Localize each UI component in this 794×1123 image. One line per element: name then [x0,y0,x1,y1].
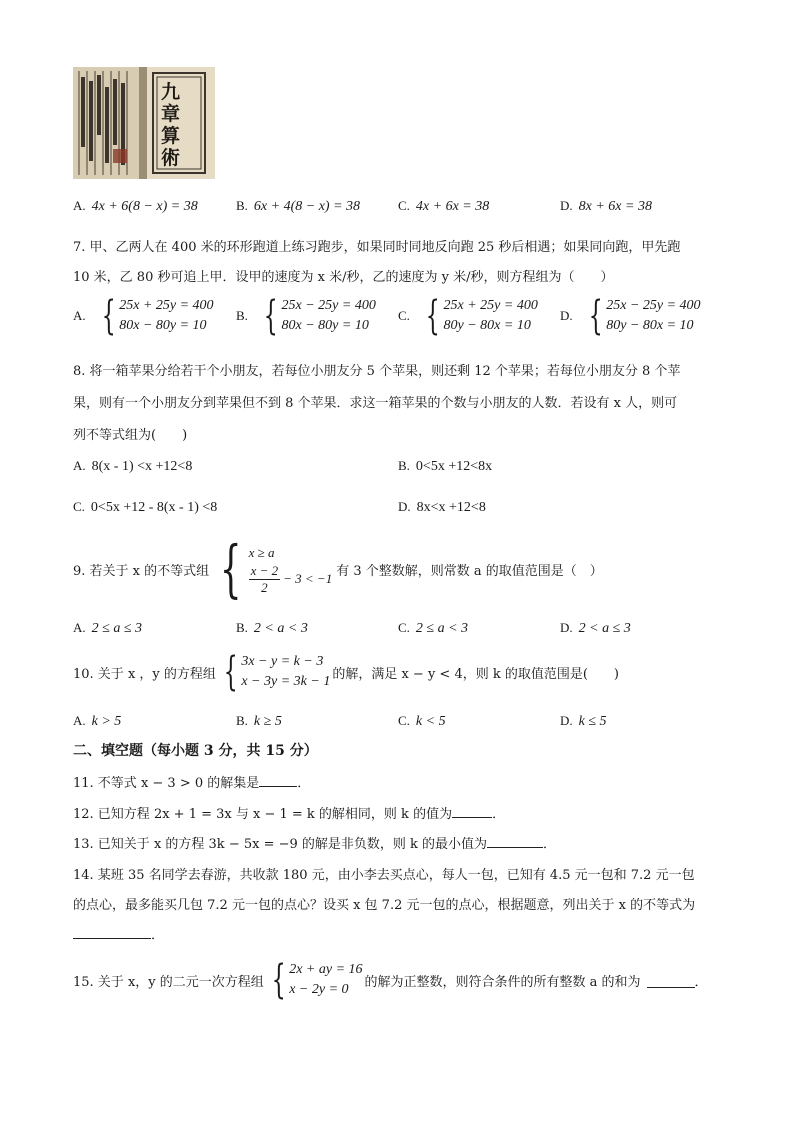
q11-stem: 11. 不等式 x − 3 > 0 的解集是 ． [73,772,310,791]
q15-stem: 15. 关于 x，y 的二元一次方程组 { 2x + ay = 16 x − 2y = 0 的解为正整数，则符合条件的所有整数 a 的和为 ． [73,957,708,1003]
q12-answer-blank[interactable] [452,803,492,818]
q7-b-eq2: 80x − 80y = 10 [281,318,369,333]
q8-option-c[interactable]: C. 0<5x +12 - 8(x - 1) <8 [73,499,218,515]
q8-option-a[interactable]: A. 8(x - 1) <x +12<8 [73,458,193,474]
q15-answer-blank[interactable] [647,973,695,988]
q15-suffix: 的解为正整数，则符合条件的所有整数 a 的和为 [364,974,641,990]
q9-option-a[interactable]: A. 2 ≤ a ≤ 3 [73,620,143,636]
q7-b-eq1: 25x − 25y = 400 [281,298,376,313]
book-title-char: 九 [161,81,181,103]
q10-option-d[interactable]: D. k ≤ 5 [560,713,607,729]
book-photo [73,67,215,179]
q14-stem-line1: 14. 某班 35 名同学去春游，共收款 180 元，由小李去买点心，每人一包，已知有 4.5 元一包和 7.2 元一包 [73,868,695,883]
book-title-char: 章 [161,103,181,125]
q7-a-eq1: 25x + 25y = 400 [119,298,214,313]
q10-option-c[interactable]: C. k < 5 [398,713,446,729]
q7-option-b[interactable]: B. { 25x − 25y = 400 80x − 80y = 10 [236,293,376,339]
q14-stem-line2: 的点心，最多能买几包 7.2 元一包的点心？设买 x 包 7.2 元一包的点心，根据题意，列出关于 x 的不等式为 [73,898,696,913]
q8-option-d[interactable]: D. 8x<x +12<8 [398,499,486,515]
q9-frac-num: x − 2 [250,562,279,578]
book-title-char: 算 [161,125,181,147]
q10-suffix: 的解，满足 x − y < 4，则 k 的取值范围是( ) [332,666,620,682]
q7-d-eq1: 25x − 25y = 400 [606,298,701,313]
q6-option-b[interactable]: B. 6x + 4(8 − x) = 38 [236,198,361,214]
q10-stem: 10. 关于 x ，y 的方程组 { 3x − y = k − 3 x − 3y = 3k − 1 的解，满足 x − y < 4，则 k 的取值范围是( ) [73,649,620,695]
q9-suffix: 有 3 个整数解，则常数 a 的取值范围是（ ） [336,563,603,579]
q8-option-b[interactable]: B. 0<5x +12<8x [398,458,493,474]
q14-answer-line: ． [73,924,164,943]
q15-prefix: 15. 关于 x，y 的二元一次方程组 [73,974,264,990]
q8-stem-line3: 列不等式组为( ) [73,428,188,443]
q15-eq2: x − 2y = 0 [289,982,349,997]
q8-stem-line1: 8. 将一箱苹果分给若干个小朋友，若每位小朋友分 5 个苹果，则还剩 12 个苹果；若每位小朋友分 8 个苹 [73,364,681,379]
q7-option-a[interactable]: A. { 25x + 25y = 400 80x − 80y = 10 [73,293,214,339]
q7-stem-line1: 7. 甲、乙两人在 400 米的环形跑道上练习跑步，如果同时同地反向跑 25 秒后相遇；如果同向跑，甲先跑 [73,240,681,255]
q14-answer-blank[interactable] [73,924,151,939]
q9-cond2-tail: − 3 < −1 [283,571,333,586]
q6-option-a[interactable]: A. 4x + 6(8 − x) = 38 [73,198,198,214]
q7-stem-line2: 10 米，乙 80 秒可追上甲．设甲的速度为 x 米/秒，乙的速度为 y 米/秒，则方程组为（ ） [73,270,614,285]
book-photo-illustration [73,67,215,179]
q9-cond1: x ≥ a [248,544,275,560]
q8-stem-line2: 果，则有一个小朋友分到苹果但不到 8 个苹果．求这一箱苹果的个数与小朋友的人数．若设有 x 人，则可 [73,396,678,411]
q7-c-eq1: 25x + 25y = 400 [443,298,538,313]
q12-stem: 12. 已知方程 2x + 1 = 3x 与 x − 1 = k 的解相同，则 k 的值为 ． [73,803,505,822]
section-title-fill-in: 二、填空题（每小题 3 分，共 15 分） [73,743,318,759]
q9-stem: 9. 若关于 x 的不等式组 { x ≥ a $\frac{x - 2}{2}$ − 3 < −1 有 3 个整数解，则常数 a 的取值范围是（ ） [73,532,603,605]
book-title-char: 術 [161,147,181,169]
q10-option-b[interactable]: B. k ≥ 5 [236,713,282,729]
q9-frac-den: 2 [261,579,268,595]
q7-a-eq2: 80x − 80y = 10 [119,318,207,333]
q15-eq1: 2x + ay = 16 [289,962,363,977]
q10-option-a[interactable]: A. k > 5 [73,713,122,729]
q7-option-d[interactable]: D. { 25x − 25y = 400 80y − 80x = 10 [560,293,701,339]
q6-option-d[interactable]: D. 8x + 6x = 38 [560,198,652,214]
q13-answer-blank[interactable] [487,833,543,848]
q7-d-eq2: 80y − 80x = 10 [606,318,694,333]
q10-eq2: x − 3y = 3k − 1 [241,674,331,689]
q11-answer-blank[interactable] [259,772,297,787]
q10-prefix: 10. 关于 x ，y 的方程组 [73,666,216,682]
q9-option-d[interactable]: D. 2 < a ≤ 3 [560,620,631,636]
q9-option-c[interactable]: C. 2 ≤ a < 3 [398,620,469,636]
q6-option-c[interactable]: C. 4x + 6x = 38 [398,198,490,214]
q7-option-c[interactable]: C. { 25x + 25y = 400 80y − 80x = 10 [398,293,538,339]
q13-stem: 13. 已知关于 x 的方程 3k − 5x = −9 的解是非负数，则 k 的最小值为 ． [73,833,556,852]
q9-prefix: 9. 若关于 x 的不等式组 [73,563,210,579]
q10-eq1: 3x − y = k − 3 [241,654,324,669]
q9-option-b[interactable]: B. 2 < a < 3 [236,620,308,636]
q7-c-eq2: 80y − 80x = 10 [443,318,531,333]
